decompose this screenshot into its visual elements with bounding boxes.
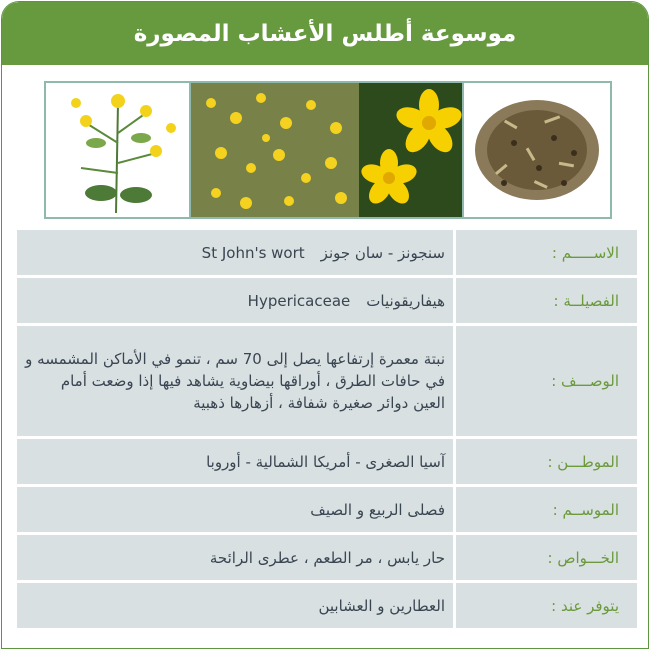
name-value-english: St John's wort (201, 243, 305, 262)
row-availability (17, 583, 637, 628)
properties-value: حار يابس ، مر الطعم ، عطرى الرائحة (17, 535, 453, 580)
photo-strip (44, 81, 612, 219)
habitat-label: الموطـــن : (453, 439, 637, 484)
family-value-arabic: هيفاريقونيات (366, 291, 445, 310)
photo-plant-specimen (46, 83, 191, 217)
properties-label: الخـــواص : (453, 535, 637, 580)
availability-value: العطارين و العشابين (17, 583, 453, 628)
row-properties (17, 535, 637, 580)
flower-closeup-image (359, 83, 462, 217)
name-label: الاســـــم : (453, 230, 637, 275)
availability-label: يتوفر عند : (453, 583, 637, 628)
herb-info-table (17, 227, 637, 631)
row-description (17, 326, 637, 436)
habitat-value: آسيا الصغرى - أمريكا الشمالية - أوروبا (17, 439, 453, 484)
description-value: نبتة معمرة إرتفاعها يصل إلى 70 سم ، تنمو في الأماكن المشمسه و في حافات الطرق ، أوراقها بيضاوية يشاهد فيها إذا وضعت أمام العين دوائر صغيرة شفافة ، أزهارها ذهبية (17, 326, 453, 436)
row-name (17, 230, 637, 275)
family-label: الفصيلــة : (453, 278, 637, 323)
photo-flower-closeup (359, 83, 462, 217)
family-value (17, 278, 453, 323)
season-label: الموســم : (453, 487, 637, 532)
name-value (17, 230, 453, 275)
photo-dried-herb (462, 83, 610, 217)
row-habitat (17, 439, 637, 484)
row-family (17, 278, 637, 323)
page-title: موسوعة أطلس الأعشاب المصورة (133, 20, 517, 47)
description-label: الوصـــف : (453, 326, 637, 436)
herb-card (1, 1, 649, 649)
row-season (17, 487, 637, 532)
field-flowers-image (191, 83, 359, 217)
photo-field-flowers (191, 83, 359, 217)
page-header (2, 2, 648, 65)
plant-specimen-image (46, 83, 189, 217)
name-value-arabic: سنجونز - سان جونز (320, 243, 445, 262)
family-value-latin: Hypericaceae (247, 291, 351, 310)
season-value: فصلى الربيع و الصيف (17, 487, 453, 532)
dried-herb-image (464, 83, 610, 217)
